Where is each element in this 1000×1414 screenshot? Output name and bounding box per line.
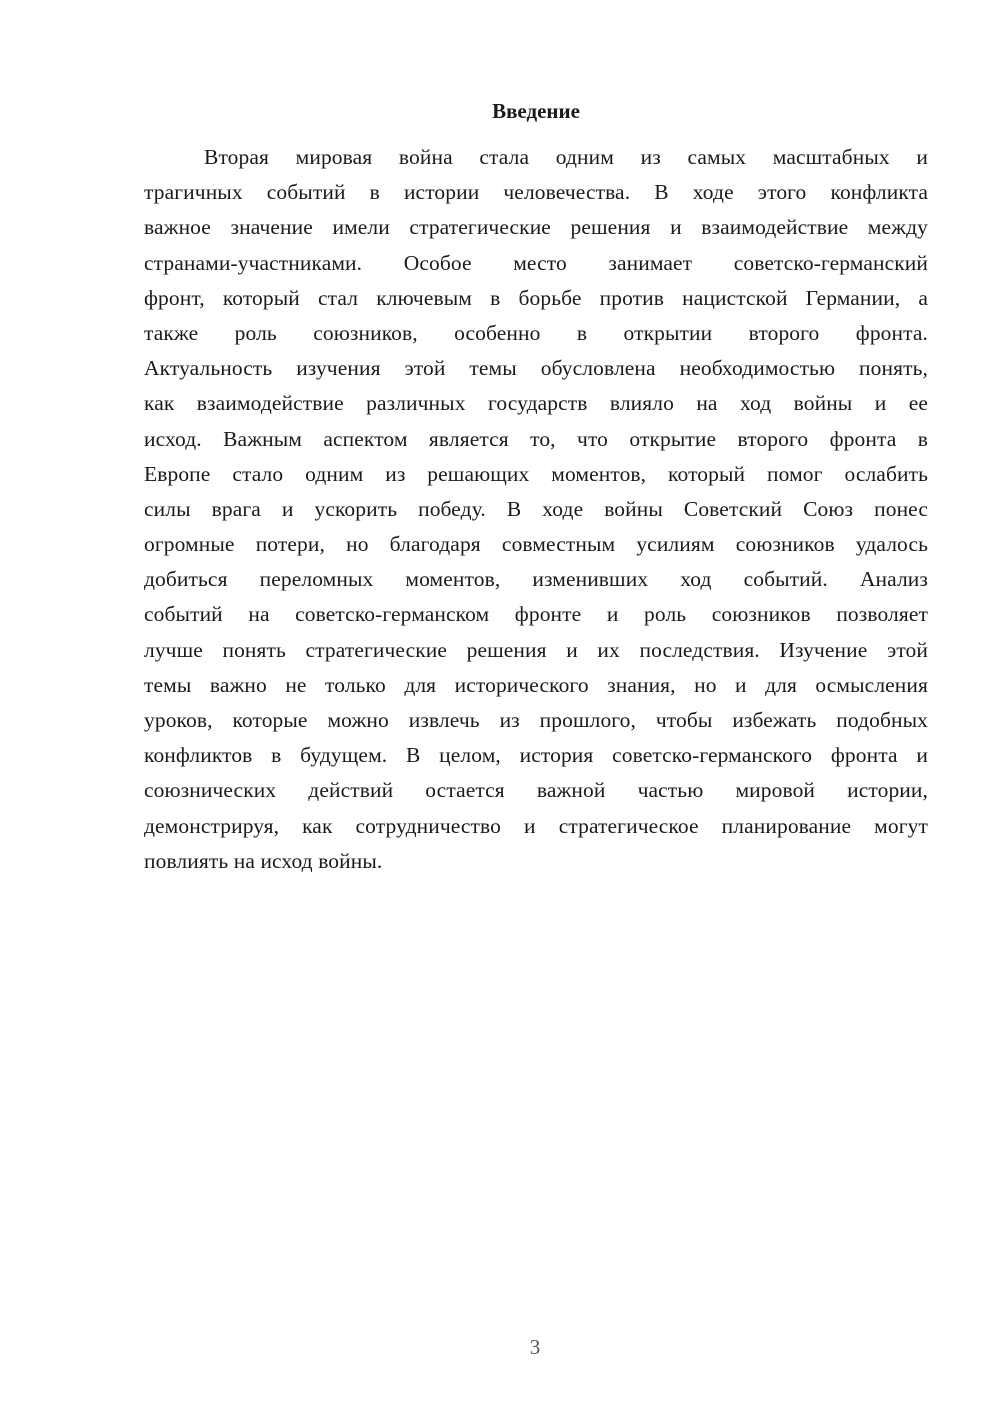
introduction-paragraph (144, 140, 928, 879)
paragraph-line: событий на советско-германском фронте и роль союзников позволяет (144, 602, 928, 627)
paragraph-line: добиться переломных моментов, изменивших ход событий. Анализ (144, 567, 928, 592)
paragraph-line: Вторая мировая война стала одним из самых масштабных и (204, 145, 928, 169)
paragraph-line: трагичных событий в истории человечества. В ходе этого конфликта (144, 180, 928, 205)
paragraph-line: конфликтов в будущем. В целом, история советско-германского фронта и (144, 743, 928, 768)
paragraph-line: лучше понять стратегические решения и их последствия. Изучение этой (144, 637, 928, 662)
paragraph-line: как взаимодействие различных государств влияло на ход войны и ее (144, 391, 928, 416)
page-number: 3 (529, 1335, 541, 1359)
paragraph-line: Европе стало одним из решающих моментов, который помог ослабить (144, 461, 928, 486)
paragraph-line: уроков, которые можно извлечь из прошлого, чтобы избежать подобных (144, 708, 928, 732)
paragraph-line: темы важно не только для исторического знания, но и для осмысления (144, 672, 928, 697)
paragraph-line: союзнических действий остается важной частью мировой истории, (144, 778, 928, 803)
paragraph-line: важное значение имели стратегические решения и взаимодействие между (144, 215, 928, 240)
paragraph-line: Актуальность изучения этой темы обусловлена необходимостью понять, (144, 356, 928, 381)
paragraph-line: демонстрируя, как сотрудничество и стратегическое планирование могут (144, 813, 928, 838)
section-heading: Введение (492, 99, 580, 123)
paragraph-line: повлиять на исход войны. (144, 848, 383, 873)
paragraph-line: силы врага и ускорить победу. В ходе войны Советский Союз понес (144, 496, 928, 521)
paragraph-line: исход. Важным аспектом является то, что открытие второго фронта в (144, 426, 928, 451)
paragraph-line: странами-участниками. Особое место занимает советско-германский (144, 250, 928, 275)
paragraph-line: фронт, который стал ключевым в борьбе против нацистской Германии, а (144, 285, 928, 310)
paragraph-line: также роль союзников, особенно в открытии второго фронта. (144, 320, 928, 345)
paragraph-line: огромные потери, но благодаря совместным усилиям союзников удалось (144, 532, 928, 557)
